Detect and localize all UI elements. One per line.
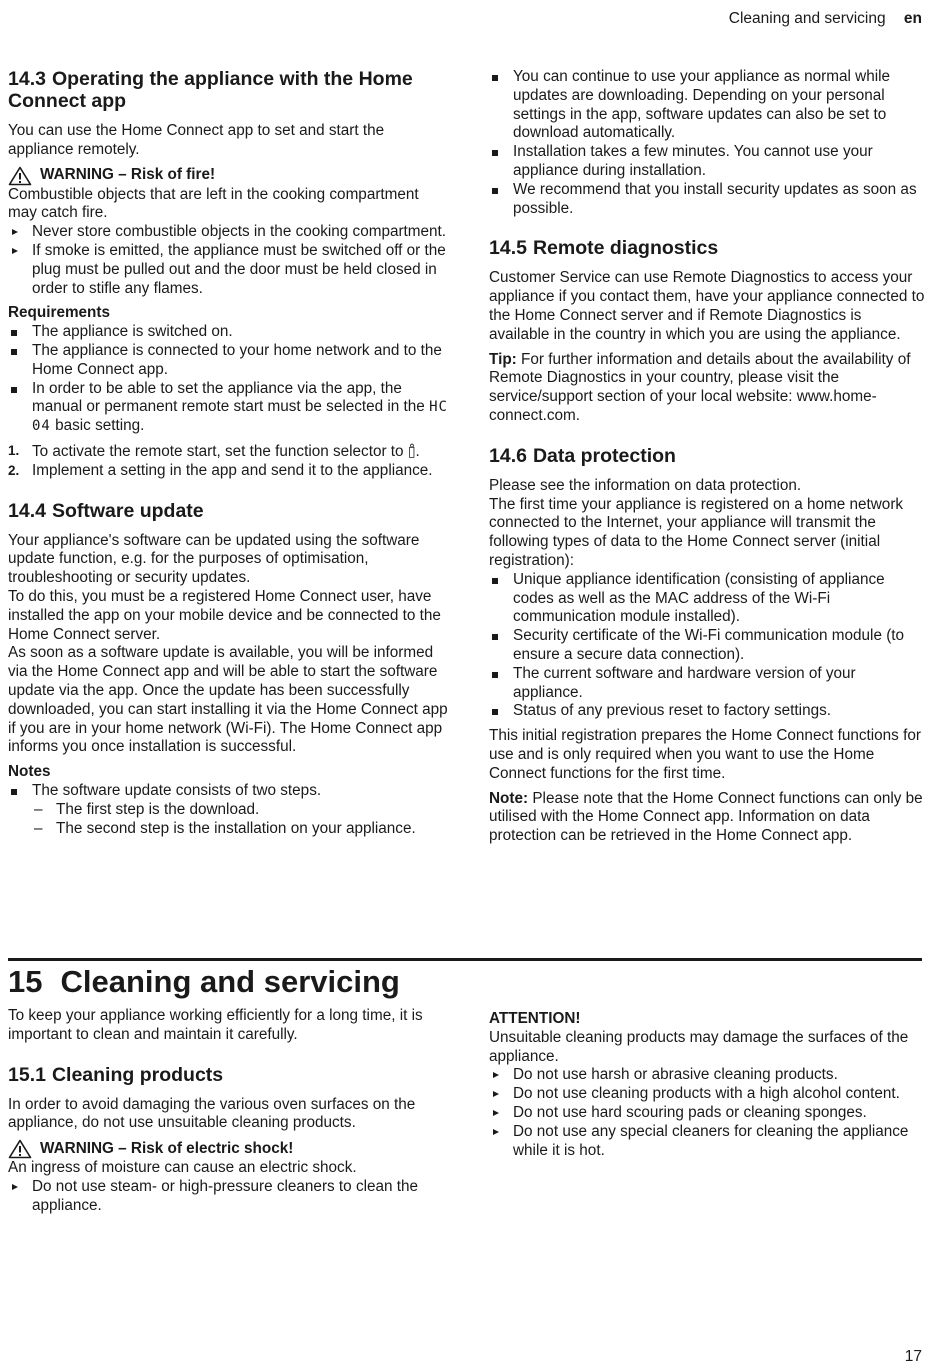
remote-diagnostics-p1: Customer Service can use Remote Diagnostics to access your appliance if you contact them, have your appliance connected to the Home Connect server and if Remote Diagnostics is available in the country in which you are using the appliance. (489, 269, 925, 343)
chapter-title: Cleaning and servicing (60, 964, 400, 999)
action-item: Never store combustible objects in the cooking compartment. (8, 223, 448, 242)
section-number: 14.5 (489, 237, 527, 260)
warning-text: Combustible objects that are left in the cooking compartment may catch fire. (8, 185, 419, 222)
fire-warning-heading (8, 166, 448, 186)
remote-start-symbol-icon: ▯̊ (407, 442, 416, 459)
attention-text: Unsuitable cleaning products may damage the surfaces of the appliance. (489, 1028, 909, 1065)
requirement-text: In order to be able to set the appliance via the app, the manual or permanent remote start must be selected in the (32, 379, 425, 416)
shock-actions-list (8, 1178, 448, 1216)
data-type-item: Status of any previous reset to factory settings. (489, 702, 925, 721)
step-number: 1. (8, 442, 20, 458)
tip-text: For further information and details about the availability of Remote Diagnostics in your country, please visit the service/support section of your local website: www.home-connect.com. (489, 350, 911, 424)
requirement-item (8, 380, 448, 436)
header-language: en (903, 10, 922, 27)
data-protection-p1: Please see the information on data protection. (489, 476, 802, 494)
page-number: 17 (904, 1348, 922, 1365)
requirement-text-end: basic setting. (55, 417, 145, 435)
section-title: Operating the appliance with the Home Connect app (8, 68, 413, 112)
section-number: 14.3 (8, 68, 46, 90)
action-item: Do not use cleaning products with a high alcohol content. (489, 1085, 925, 1104)
software-update-p1: Your appliance's software can be updated using the software update function, e.g. for the purposes of optimisation, troubleshooting or security updates. (8, 531, 420, 587)
right-column-top (489, 68, 925, 846)
warning-text: An ingress of moisture can cause an electric shock. (8, 1159, 357, 1177)
data-protection-p3: This initial registration prepares the Home Connect functions for use and is only required when you want to use the Home Connect functions for the first time. (489, 727, 921, 782)
section-14-6-heading (489, 445, 925, 467)
note-text: The software update consists of two steps. (32, 781, 322, 799)
notes-list-continued (489, 68, 925, 218)
left-column-top (8, 68, 448, 838)
section-title: Data protection (532, 444, 676, 467)
header-section-title: Cleaning and servicing (728, 10, 886, 27)
section-14-3-heading (8, 68, 448, 112)
data-protection-p2: The first time your appliance is registered on a home network connected to the Internet, your appliance will transmit the following types of data to the Home Connect server (initial registration): (489, 495, 904, 569)
note-item (8, 782, 448, 801)
data-types-list (489, 571, 925, 721)
right-column-bottom (489, 1010, 925, 1160)
warning-title: WARNING – Risk of fire! (40, 166, 216, 184)
note-label: Note: (489, 789, 529, 807)
note-item: You can continue to use your appliance as normal while updates are downloading. Depending on your personal settings in the app, software updates can also be set to download automatically. (489, 68, 925, 143)
requirements-heading: Requirements (8, 304, 111, 322)
notes-list (8, 782, 448, 801)
step-text: To activate the remote start, set the function selector to (32, 442, 404, 460)
display-code: HC 04 (32, 399, 448, 435)
steps-list (8, 442, 448, 481)
shock-warning-heading (8, 1139, 448, 1159)
action-item: Do not use harsh or abrasive cleaning products. (489, 1066, 925, 1085)
requirement-item: The appliance is connected to your home network and to the Home Connect app. (8, 342, 448, 380)
section-14-4-heading (8, 500, 448, 522)
cleaning-products-p1: In order to avoid damaging the various oven surfaces on the appliance, do not use unsuitable cleaning products. (8, 1095, 416, 1132)
note-paragraph (489, 790, 925, 846)
action-item: Do not use any special cleaners for cleaning the appliance while it is hot. (489, 1123, 925, 1161)
step-number: 2. (8, 462, 20, 478)
fire-actions-list (8, 223, 448, 298)
section-14-5-heading (489, 237, 925, 259)
update-steps-list (32, 801, 448, 839)
tip-label: Tip: (489, 350, 517, 368)
section-14-3-intro: You can use the Home Connect app to set and start the appliance remotely. (8, 122, 385, 158)
note-item: We recommend that you install security updates as soon as possible. (489, 181, 925, 219)
data-type-item: Unique appliance identification (consisting of appliance codes as well as the MAC address of the Wi-Fi communication module installed). (489, 571, 925, 627)
section-15-1-heading (8, 1064, 448, 1086)
step-item: 1. To activate the remote start, set the function selector to ▯̊. (8, 442, 420, 460)
attention-actions-list (489, 1066, 925, 1160)
section-number: 15.1 (8, 1063, 46, 1086)
action-item: Do not use steam- or high-pressure cleaners to clean the appliance. (8, 1178, 448, 1216)
chapter-15-heading (8, 958, 922, 1000)
section-title: Remote diagnostics (532, 237, 719, 260)
step-text: Implement a setting in the app and send it to the appliance. (32, 461, 433, 479)
action-item: If smoke is emitted, the appliance must be switched off or the plug must be pulled out and the door must be held closed in order to stifle any flames. (8, 242, 448, 298)
tip-paragraph (489, 351, 925, 426)
left-column-bottom (8, 1007, 448, 1216)
data-type-item: The current software and hardware version of your appliance. (489, 665, 925, 703)
note-item: Installation takes a few minutes. You cannot use your appliance during installation. (489, 143, 925, 181)
attention-heading: ATTENTION! (489, 1010, 581, 1027)
action-item: Do not use hard scouring pads or cleaning sponges. (489, 1104, 925, 1123)
software-update-p3: As soon as a software update is available, you will be informed via the Home Connect app and will be able to start the software update via the app. Once the update has been successfully downloaded, you can start installing it via the Home Connect app if you are in your home network (Wi-Fi). The Home Connect app informs you once installation is successful. (8, 644, 448, 756)
warning-triangle-icon (8, 166, 32, 186)
section-number: 14.4 (8, 499, 46, 522)
running-header (729, 10, 922, 29)
sub-step-item: – The first step is the download. (32, 801, 448, 820)
sub-step-item: – The second step is the installation on your appliance. (32, 820, 448, 839)
note-text: Please note that the Home Connect functions can only be utilised with the Home Connect app. Information on data protection can be retrieved in the Home Connect app. (489, 789, 923, 845)
requirement-item: The appliance is switched on. (8, 323, 448, 342)
warning-title: WARNING – Risk of electric shock! (40, 1139, 294, 1157)
section-title: Software update (51, 499, 204, 522)
section-number: 14.6 (489, 444, 527, 467)
data-type-item: Security certificate of the Wi-Fi communication module (to ensure a secure data connection). (489, 627, 925, 665)
warning-triangle-icon (8, 1139, 32, 1159)
chapter-number: 15 (8, 964, 43, 999)
software-update-p2: To do this, you must be a registered Home Connect user, have installed the app on your mobile device and be connected to the Home Connect server. (8, 587, 441, 643)
notes-heading: Notes (8, 763, 51, 781)
step-item (8, 462, 448, 481)
requirements-list (8, 323, 448, 436)
chapter-15-intro: To keep your appliance working efficiently for a long time, it is important to clean and maintain it carefully. (8, 1007, 423, 1043)
section-title: Cleaning products (51, 1063, 224, 1086)
